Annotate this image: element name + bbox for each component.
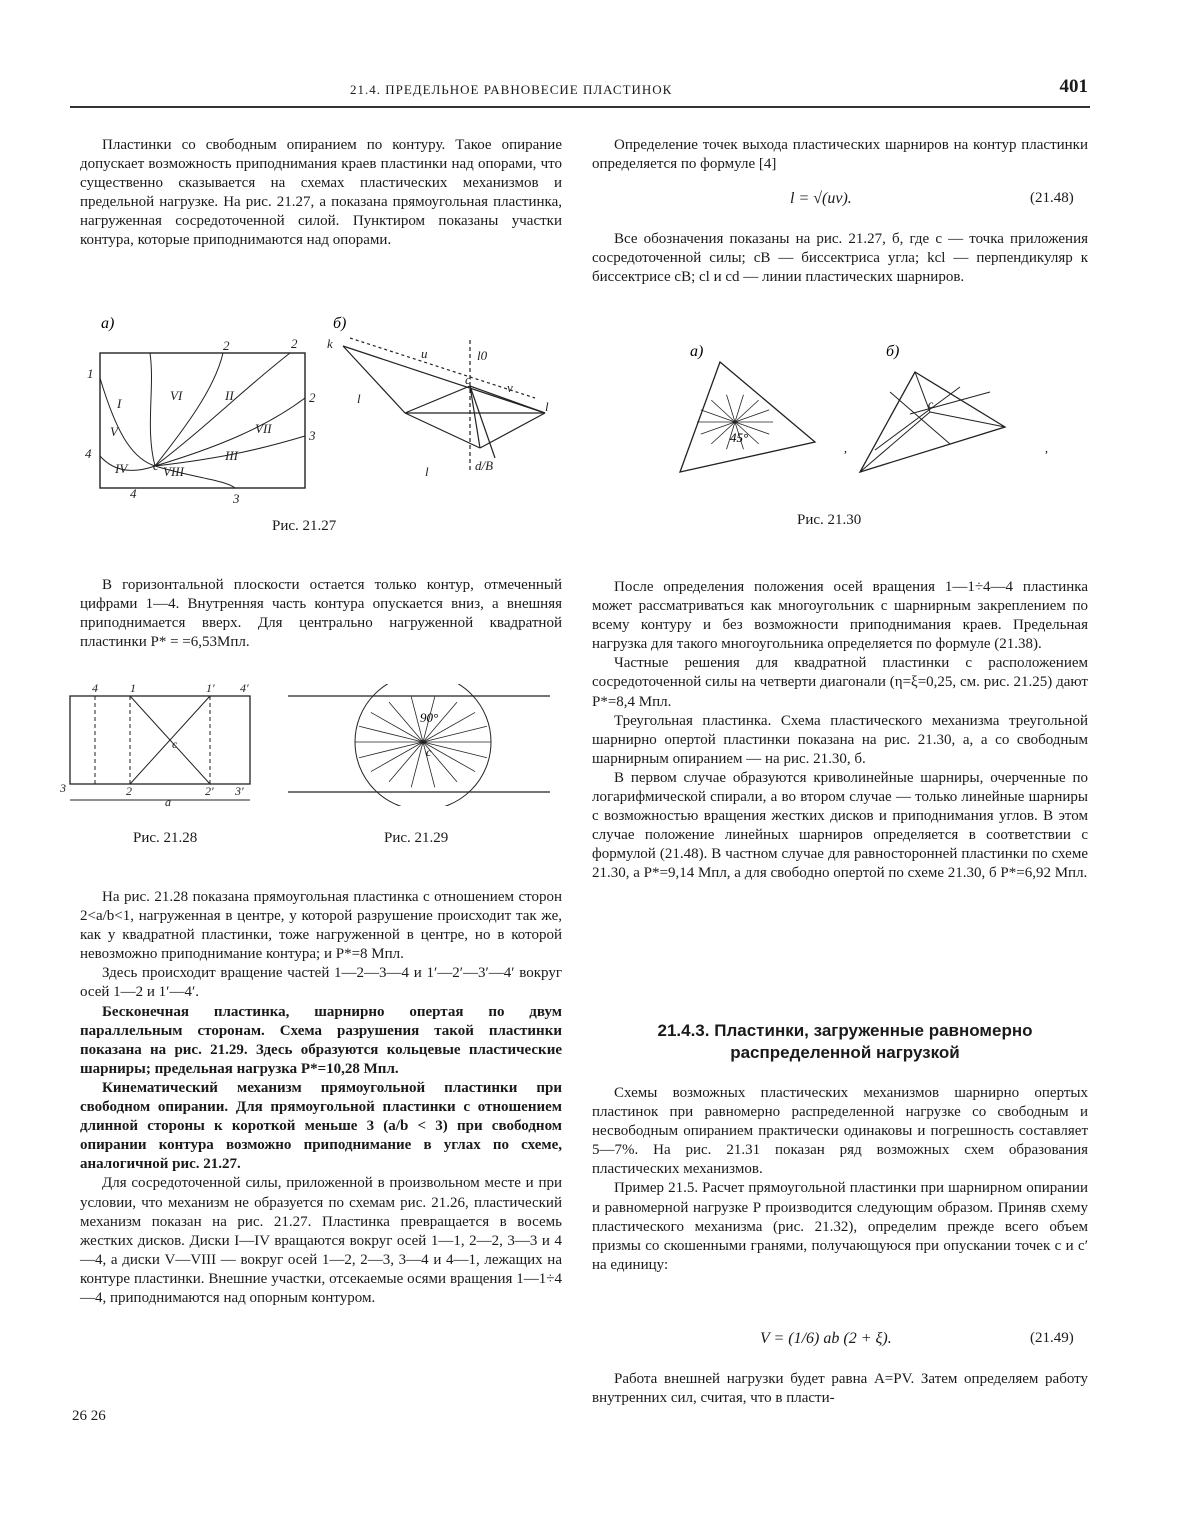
svg-text:2: 2 — [291, 336, 298, 351]
svg-text:c: c — [153, 458, 159, 473]
equation-21-49-number: (21.49) — [1030, 1330, 1074, 1346]
svg-text:k: k — [327, 336, 333, 351]
svg-text:c: c — [426, 745, 432, 759]
right-paragraph-6: В первом случае образуются криволинейные шарниры, очерченные по логарифмической спирали, а во втором случае — только линейные шарниры с возможностью вращения жестких дисков и приподнимания углов. В этом случае положение линейных шарниров определяется в соответствии с формулой (21.48). В частном случае для равносторонней пластинки по схеме 21.30, а P*=9,14 Mпл, а для свободно опертой по схеме 21.30, б P*=6,92 Mпл. — [592, 769, 1088, 882]
svg-text:VII: VII — [255, 421, 272, 436]
right-paragraph-5: Треугольная пластинка. Схема пластического механизма треугольной шарнирно опертой пластинки показана на рис. 21.30, а, а со свободным шарнирным опиранием — на рис. 21.30, б. — [592, 712, 1088, 767]
svg-text:,: , — [844, 441, 847, 455]
svg-text:u: u — [421, 346, 428, 361]
figure-21-27 — [75, 308, 555, 508]
page-number: 401 — [1059, 76, 1088, 97]
svg-text:l: l — [545, 399, 549, 414]
svg-text:II: II — [225, 388, 234, 403]
equation-21-49: V = (1/6) ab (2 + ξ). — [760, 1330, 892, 1347]
svg-text:90°: 90° — [420, 710, 439, 725]
right-paragraph-8: Пример 21.5. Расчет прямоугольной пластинки при шарнирном опирании и равномерной нагрузке P производится следующим образом. Приняв схему пластического механизма (рис. 21.32), определим прежде всего объем призмы со скошенными гранями, получающуюся при опускании точек c и c′ на единицу: — [592, 1180, 1088, 1273]
svg-text:3′: 3′ — [235, 784, 244, 798]
svg-text:1: 1 — [130, 682, 136, 695]
right-paragraph-3: После определения положения осей вращения 1—1÷4—4 пластинка может рассматриваться как многоугольник с шарнирным закреплением по всему контуру и без возможности приподнимания краев. Предельная нагрузка для такого многоугольника определяется по формуле (21.38). — [592, 579, 1088, 653]
equation-21-48: l = √(uv). — [790, 190, 852, 207]
svg-text:1′: 1′ — [206, 682, 215, 695]
svg-text:4: 4 — [92, 682, 98, 695]
svg-text:б): б) — [886, 343, 900, 360]
svg-text:,: , — [1045, 441, 1048, 455]
svg-text:4′: 4′ — [240, 682, 249, 695]
right-paragraphs-block — [592, 578, 1088, 884]
svg-text:б): б) — [333, 315, 347, 332]
svg-text:l: l — [425, 464, 429, 479]
svg-text:3: 3 — [309, 428, 316, 443]
svg-text:4: 4 — [85, 446, 92, 461]
equation-21-48-number: (21.48) — [1030, 190, 1074, 206]
svg-text:a: a — [165, 795, 171, 807]
svg-text:VIII: VIII — [163, 464, 184, 479]
svg-text:c: c — [465, 372, 471, 387]
figure-21-29 — [288, 684, 550, 806]
svg-text:2′: 2′ — [205, 784, 214, 798]
svg-text:2: 2 — [309, 390, 316, 405]
svg-text:4: 4 — [130, 486, 137, 501]
fig-21-29-caption: Рис. 21.29 — [384, 830, 449, 846]
left-paragraph-3: На рис. 21.28 показана прямоугольная пластинка с отношением сторон 2<a/b<1, нагруженная в центре, у которой разрушение происходит так же, как у квадратной пластинки, тоже нагруженной в центре, но в которой невозможно приподнимание контура; и P*=8 Mпл. — [80, 889, 562, 963]
svg-text:V: V — [110, 424, 118, 439]
svg-text:3: 3 — [60, 781, 66, 795]
left-paragraph-4: Здесь происходит вращение частей 1—2—3—4 и 1′—2′—3′—4′ вокруг осей 1—2 и 1′—4′. — [80, 965, 562, 1001]
right-paragraph-1: Определение точек выхода пластических шарниров на контур пластинки определяется по формуле [4] — [592, 137, 1088, 173]
running-title: 21.4. ПРЕДЕЛЬНОЕ РАВНОВЕСИЕ ПЛАСТИНОК — [350, 82, 673, 97]
left-paragraph-1: Пластинки со свободным опиранием по контуру. Такое опирание допускает возможность приподнимания краев пластинки над опорами, что существенно сказывается на схемах пластических механизмов и предельной нагрузке. На рис. 21.27, а показана прямоугольная пластинка, нагруженная сосредоточенной силой. Пунктиром показаны участки контура, которые приподнимаются над опорами. — [80, 137, 562, 249]
svg-text:I: I — [117, 396, 122, 411]
svg-text:c: c — [172, 737, 178, 751]
svg-text:III: III — [225, 448, 238, 463]
page-header — [70, 78, 1090, 108]
right-paragraph-2: Все обозначения показаны на рис. 21.27, б, где c — точка приложения сосредоточенной силы; cB — биссектриса угла; kcl — перпендикуляр к биссектрисе cB; cl и cd — линии пластических шарниров. — [592, 231, 1088, 286]
right-paragraph-7: Схемы возможных пластических механизмов шарнирно опертых пластинок при равномерно распределенной нагрузке со свободным и несвободным опиранием практически одинаковы и погрешность составляет 5—7%. На рис. 21.31 показан ряд возможных схем образования пластических механизмов. — [592, 1085, 1088, 1178]
svg-text:c: c — [928, 397, 934, 411]
figure-21-28 — [60, 682, 260, 807]
left-paragraph-6: Кинематический механизм прямоугольной пластинки при свободном опирании. Для прямоугольной пластинки с отношением длинной стороны к короткой меньше 3 (a/b < 3) при свободном опирании контура возможно приподнимание в углах по схеме, аналогичной рис. 21.27. — [80, 1079, 562, 1173]
fig-21-28-caption: Рис. 21.28 — [133, 830, 198, 846]
left-paragraph-5: Бесконечная пластинка, шарнирно опертая по двум параллельным сторонам. Схема разрушения такой пластинки показана на рис. 21.29. Здесь образуются кольцевые пластические шарниры; предельная нагрузка P*=10,28 Mпл. — [80, 1003, 562, 1077]
svg-text:d/B: d/B — [475, 458, 494, 473]
right-paragraphs-block-2 — [592, 1084, 1088, 1275]
figure-21-30 — [660, 332, 1060, 482]
right-paragraph-9: Работа внешней нагрузки будет равна A=PV. Затем определяем работу внутренних сил, считая, что в пласти- — [592, 1371, 1088, 1407]
fig-21-30-caption: Рис. 21.30 — [797, 512, 862, 528]
svg-text:3: 3 — [233, 491, 240, 506]
left-paragraph-2: В горизонтальной плоскости остается только контур, отмеченный цифрами 1—4. Внутренняя часть контура опускается вниз, а внешняя приподнимается вверх. Для центрально нагруженной квадратной пластинки P* = =6,53Mпл. — [80, 577, 562, 651]
right-paragraph-4: Частные решения для квадратной пластинки с расположением сосредоточенной силы на четверти диагонали (η=ξ=0,25, см. рис. 21.25) дают P*=8,4 Mпл. — [592, 655, 1088, 710]
svg-text:l: l — [357, 391, 361, 406]
svg-text:IV: IV — [115, 461, 128, 476]
svg-text:а): а) — [101, 315, 115, 332]
svg-text:v: v — [507, 380, 513, 395]
svg-text:а): а) — [690, 343, 704, 360]
left-paragraphs-3 — [80, 888, 562, 1308]
section-heading: 21.4.3. Пластинки, загруженные равномерно распределенной нагрузкой — [657, 1021, 1033, 1062]
svg-text:1: 1 — [87, 366, 94, 381]
svg-text:2: 2 — [126, 784, 132, 798]
fig-21-27-caption: Рис. 21.27 — [272, 518, 337, 534]
left-paragraph-7: Для сосредоточенной силы, приложенной в произвольном месте и при условии, что механизм не образуется по схемам рис. 21.26, пластический механизм показан на рис. 21.27. Пластинка превращается в восемь жестких дисков. Диски I—IV вращаются вокруг осей 1—1, 2—2, 3—3 и 4—4, а диски V—VIII — вокруг осей 1—2, 2—3, 3—4 и 4—1, лежащих на контуре пластинки. Внешние участки, отсекаемые осями вращения 1—1÷4—4, приподнимаются над опорным контуром. — [80, 1175, 562, 1306]
page-footer: 26 26 — [72, 1408, 106, 1424]
svg-text:2: 2 — [223, 338, 230, 353]
svg-text:45°: 45° — [730, 430, 749, 445]
svg-text:VI: VI — [170, 388, 183, 403]
svg-text:l0: l0 — [477, 348, 488, 363]
